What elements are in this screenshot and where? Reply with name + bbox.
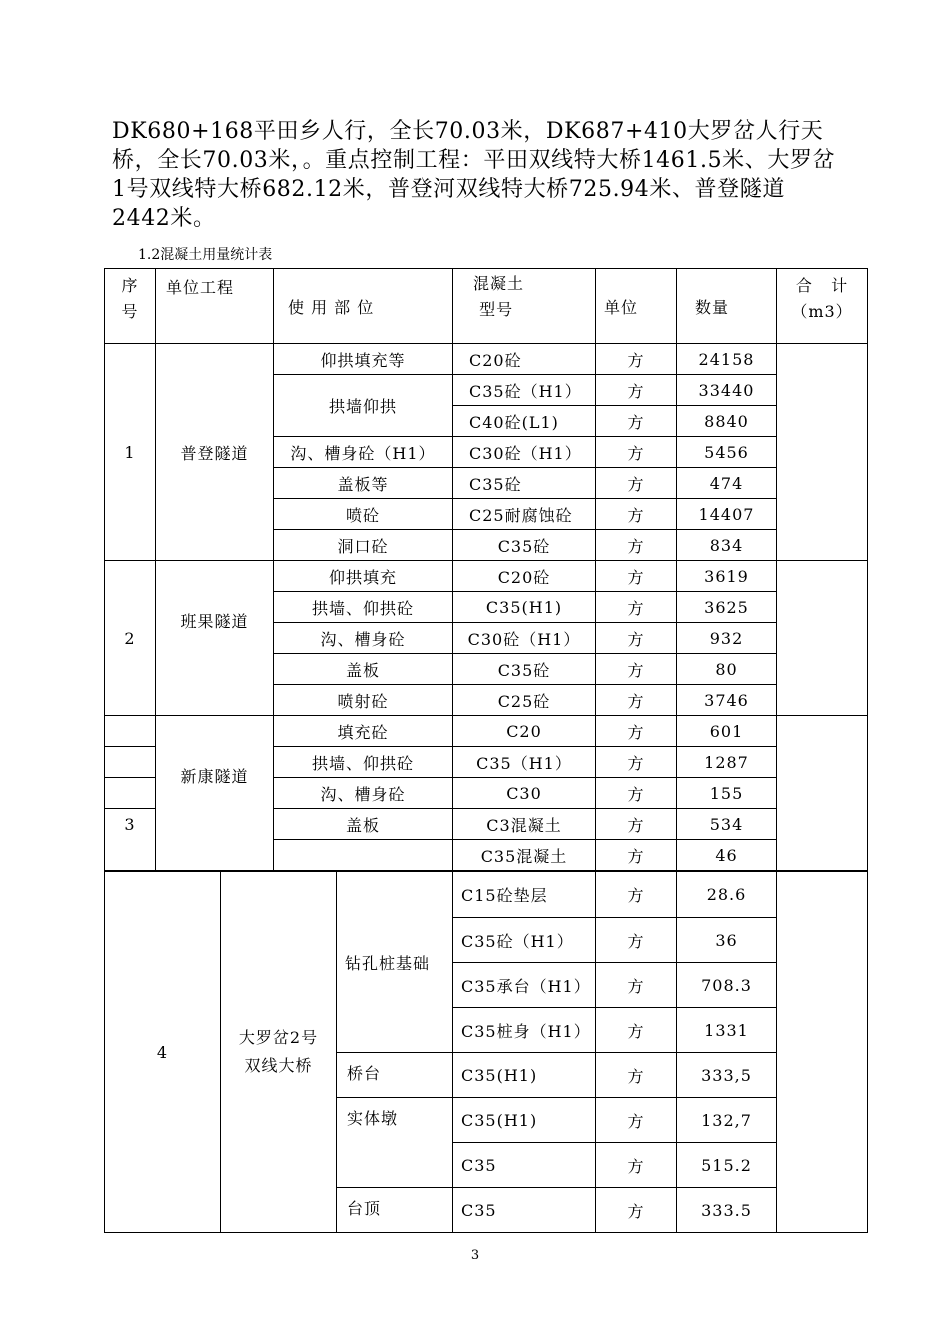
header-concrete-1: 混凝土 (473, 274, 525, 293)
unit-cell: 方 (596, 654, 677, 685)
unit-cell: 方 (596, 499, 677, 530)
unit-cell: 方 (596, 747, 677, 778)
qty-cell: 46 (677, 840, 777, 871)
part-cell: 洞口砼 (274, 530, 453, 561)
project-name-cell: 普登隧道 (156, 344, 274, 561)
qty-cell: 932 (677, 623, 777, 654)
project-name-cell: 新康隧道 (156, 716, 274, 871)
part-cell: 沟、槽身砼 (274, 778, 453, 809)
header-seq-1: 序 (121, 276, 139, 295)
type-cell: C35砼（H1） (453, 375, 596, 406)
header-total-2: （m3） (791, 302, 853, 321)
qty-cell: 708.3 (677, 963, 777, 1008)
intro-paragraph: DK680+168平田乡人行，全长70.03米，DK687+410大罗岔人行天桥，全长70.03米，。重点控制工程：平田双线特大桥1461.5米、大罗岔1号双线特大桥682.12米，普登河双线特大桥725.94米、普登隧道2442米。 (112, 119, 836, 231)
type-cell: C3混凝土 (453, 809, 596, 840)
unit-cell: 方 (596, 592, 677, 623)
type-cell: C40砼(L1) (453, 406, 596, 437)
qty-cell: 14407 (677, 499, 777, 530)
header-use-part: 使 用 部 位 (274, 269, 453, 344)
type-cell: C30 (453, 778, 596, 809)
qty-cell: 33440 (677, 375, 777, 406)
header-total (777, 269, 868, 344)
unit-cell: 方 (596, 872, 677, 918)
total-cell (777, 344, 868, 561)
qty-cell: 333,5 (677, 1053, 777, 1098)
unit-cell: 方 (596, 623, 677, 654)
qty-cell: 3625 (677, 592, 777, 623)
type-cell: C35砼 (453, 530, 596, 561)
qty-cell: 28.6 (677, 872, 777, 918)
page-number: 3 (470, 1248, 480, 1263)
type-cell: C35承台（H1） (453, 963, 596, 1008)
qty-cell: 24158 (677, 344, 777, 375)
type-cell: C25耐腐蚀砼 (453, 499, 596, 530)
type-cell: C15砼垫层 (453, 872, 596, 918)
qty-cell: 8840 (677, 406, 777, 437)
part-cell: 喷砼 (274, 499, 453, 530)
qty-cell: 132,7 (677, 1098, 777, 1143)
seq-cell: 2 (105, 561, 156, 716)
part-cell: 仰拱填充 (274, 561, 453, 592)
qty-cell: 80 (677, 654, 777, 685)
type-cell: C35混凝土 (453, 840, 596, 871)
type-cell: C20 (453, 716, 596, 747)
unit-cell: 方 (596, 1188, 677, 1233)
type-cell: C35（H1） (453, 747, 596, 778)
part-cell (274, 840, 453, 871)
type-cell: C35桩身（H1） (453, 1008, 596, 1053)
unit-cell: 方 (596, 1143, 677, 1188)
total-cell (777, 716, 868, 871)
qty-cell: 3619 (677, 561, 777, 592)
unit-cell: 方 (596, 685, 677, 716)
table-row (105, 716, 868, 747)
qty-cell: 474 (677, 468, 777, 499)
header-unit: 单位 (596, 269, 677, 344)
table-row (105, 561, 868, 592)
total-cell (777, 561, 868, 716)
qty-cell: 515.2 (677, 1143, 777, 1188)
seq-cell (105, 778, 156, 809)
table-row (105, 344, 868, 375)
unit-cell: 方 (596, 778, 677, 809)
type-cell: C35砼 (453, 468, 596, 499)
type-cell: C35(H1) (453, 1098, 596, 1143)
type-cell: C30砼（H1） (453, 623, 596, 654)
type-cell: C20砼 (453, 561, 596, 592)
part-cell: 桥台 (337, 1053, 453, 1098)
part-cell: 盖板 (274, 809, 453, 840)
unit-cell: 方 (596, 918, 677, 963)
qty-cell: 155 (677, 778, 777, 809)
qty-cell: 36 (677, 918, 777, 963)
unit-cell: 方 (596, 963, 677, 1008)
unit-cell: 方 (596, 530, 677, 561)
seq-cell (105, 747, 156, 778)
qty-cell: 1287 (677, 747, 777, 778)
total-cell (777, 872, 868, 1233)
concrete-table-bridge (104, 871, 868, 1233)
qty-cell: 601 (677, 716, 777, 747)
part-cell: 实体墩 (337, 1098, 453, 1188)
unit-cell: 方 (596, 840, 677, 871)
table-header-row (105, 269, 868, 344)
type-cell: C35(H1) (453, 1053, 596, 1098)
seq-cell: 1 (105, 344, 156, 561)
qty-cell: 1331 (677, 1008, 777, 1053)
type-cell: C30砼（H1） (453, 437, 596, 468)
part-cell: 仰拱填充等 (274, 344, 453, 375)
part-cell: 沟、槽身砼 (274, 623, 453, 654)
table-row (105, 872, 868, 918)
concrete-table-tunnels (104, 268, 868, 871)
unit-cell: 方 (596, 406, 677, 437)
header-unit-project: 单位工程 (156, 269, 274, 344)
unit-cell: 方 (596, 1008, 677, 1053)
type-cell: C35(H1) (453, 592, 596, 623)
unit-cell: 方 (596, 809, 677, 840)
unit-cell: 方 (596, 1098, 677, 1143)
part-cell: 盖板等 (274, 468, 453, 499)
qty-cell: 333.5 (677, 1188, 777, 1233)
seq-cell (105, 716, 156, 747)
project-name-cell: 班果隧道 (156, 561, 274, 716)
header-qty: 数量 (677, 269, 777, 344)
type-cell: C20砼 (453, 344, 596, 375)
qty-cell: 5456 (677, 437, 777, 468)
qty-cell: 534 (677, 809, 777, 840)
part-cell: 沟、槽身砼（H1） (274, 437, 453, 468)
part-cell: 填充砼 (274, 716, 453, 747)
header-concrete-type (453, 269, 596, 344)
part-cell: 拱墙、仰拱砼 (274, 592, 453, 623)
seq-cell: 4 (105, 872, 221, 1233)
type-cell: C35 (453, 1143, 596, 1188)
unit-cell: 方 (596, 468, 677, 499)
header-concrete-2: 型号 (479, 300, 514, 319)
seq-cell: 3 (105, 809, 156, 871)
part-cell: 盖板 (274, 654, 453, 685)
part-cell: 拱墙仰拱 (274, 375, 453, 437)
unit-cell: 方 (596, 1053, 677, 1098)
header-seq (105, 269, 156, 344)
part-cell: 喷射砼 (274, 685, 453, 716)
header-total-1: 合 计 (795, 276, 849, 295)
project-name-cell: 大罗岔2号双线大桥 (221, 872, 337, 1233)
part-cell: 钻孔桩基础 (337, 872, 453, 1053)
type-cell: C35 (453, 1188, 596, 1233)
unit-cell: 方 (596, 344, 677, 375)
type-cell: C35砼 (453, 654, 596, 685)
qty-cell: 834 (677, 530, 777, 561)
part-cell: 台顶 (337, 1188, 453, 1233)
type-cell: C25砼 (453, 685, 596, 716)
header-seq-2: 号 (121, 302, 139, 321)
part-cell: 拱墙、仰拱砼 (274, 747, 453, 778)
unit-cell: 方 (596, 375, 677, 406)
table-caption: 1.2混凝土用量统计表 (138, 247, 273, 263)
unit-cell: 方 (596, 437, 677, 468)
unit-cell: 方 (596, 716, 677, 747)
unit-cell: 方 (596, 561, 677, 592)
type-cell: C35砼（H1） (453, 918, 596, 963)
qty-cell: 3746 (677, 685, 777, 716)
